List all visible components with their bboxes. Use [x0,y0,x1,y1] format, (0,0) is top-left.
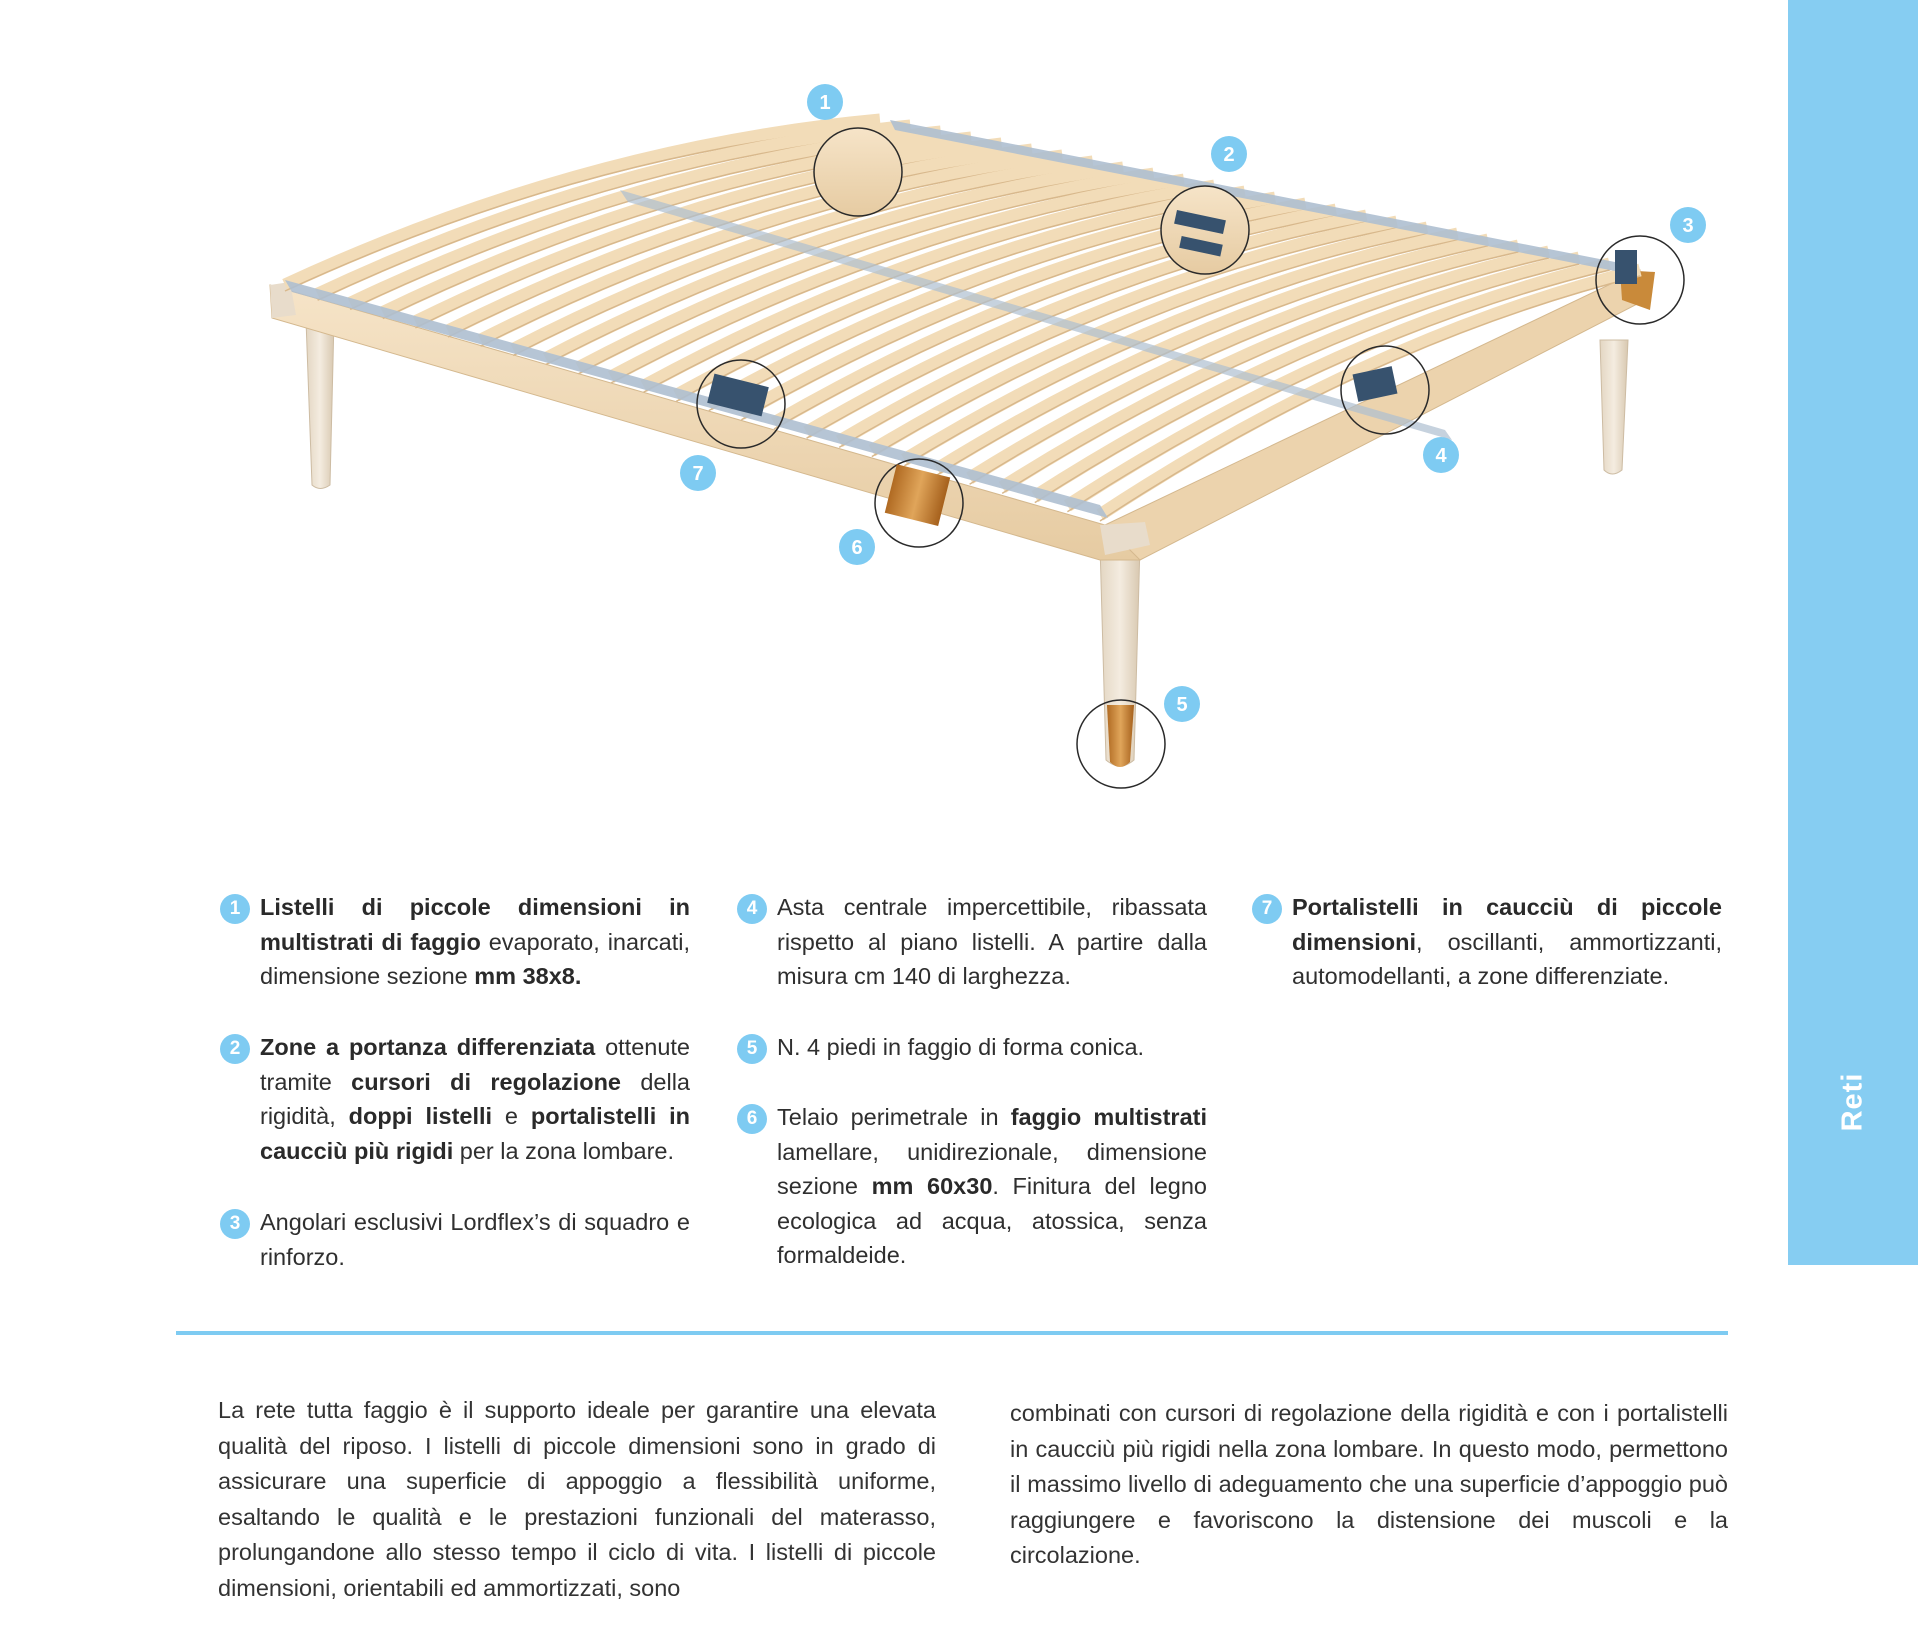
body-text-column-2: combinati con cursori di regolazione della rigidità e con i portalistelli in caucciù più rigidi nella zona lombare. In questo modo, permettono il massimo livello di adeguamento che una superficie d’appoggio può raggiungere e favoriscono la distensione dei muscoli e la circolazione. [1010,1400,1728,1568]
feature-item-3 [220,1205,690,1274]
feature-text-bold: mm 38x8. [474,963,582,989]
feature-text [777,1100,1207,1273]
feature-text [777,890,1207,994]
feature-text-regular: Telaio perimetrale in [777,1104,1011,1130]
feature-text-bold: faggio multistrati [1010,1104,1207,1130]
callout-badge-label: 1 [819,92,831,114]
side-tab [1788,0,1918,1265]
feature-text-regular: , oscillanti, ammortizzanti, automodellanti, a zone differenziate. [1292,928,1722,989]
feature-text-regular: Angolari esclusivi Lordflex’s di squadro e rinforzo. [260,1209,690,1270]
feature-number-badge: 7 [1252,894,1282,924]
feature-number-badge: 2 [220,1034,250,1064]
feature-text-regular: N. 4 piedi in faggio di forma conica. [777,1034,1145,1060]
feature-list [220,890,1740,1290]
feature-text-bold: mm 60x30 [871,1173,993,1199]
feature-text [777,1030,1207,1065]
feature-item-1 [220,890,690,994]
feature-text [260,1030,690,1168]
feature-text-regular: . Finitura del legno ecologica ad acqua, atossica, senza formaldeide. [777,1173,1207,1268]
feature-text-regular: ottenute tramite [260,1034,690,1095]
callout-badge-label: 6 [851,537,863,559]
callout-badge-label: 2 [1223,144,1235,166]
feature-text-regular: lamellare, unidirezionale, dimensione sezione [777,1138,1207,1199]
body-text-column-1: La rete tutta faggio è il supporto ideale per garantire una elevata qualità del riposo. I listelli di piccole dimensioni sono in grado di assicurare una superficie di appoggio a flessibilità uniforme, esaltando le qualità e le prestazioni funzionali del materasso, prolungandone allo stesso tempo il ciclo di vita. I listelli di piccole dimensioni, orientabili ed ammortizzati, sono [218,1397,936,1601]
feature-text-bold: cursori di regolazione [351,1068,621,1095]
callout-badge-label: 7 [692,463,704,485]
feature-text-bold: portalistelli in caucciù più rigidi [260,1103,690,1164]
feature-item-4 [737,890,1207,994]
feature-item-5 [737,1030,1207,1065]
feature-number-badge: 4 [737,894,767,924]
feature-number-badge: 6 [737,1104,767,1134]
feature-text-regular: della rigidità, [260,1068,690,1129]
callout-badge-label: 4 [1435,445,1447,467]
side-tab-label: Reti [1836,1072,1869,1132]
feature-number-badge: 3 [220,1209,250,1239]
feature-text [1292,890,1722,994]
feature-text [260,890,690,994]
feature-text-regular: e [492,1103,531,1129]
feature-text-regular: evaporato, inarcati, dimensione sezione [260,928,690,989]
feature-item-6 [737,1100,1207,1273]
feature-item-7 [1252,890,1722,994]
feature-text-bold: Portalistelli in caucciù di piccole dimensioni [1292,894,1722,955]
feature-text [260,1205,690,1274]
feature-item-2 [220,1030,690,1168]
feature-text-regular: Asta centrale impercettibile, ribassata rispetto al piano listelli. A partire dalla misura cm 140 di larghezza. [777,894,1207,989]
feature-text-bold: doppi listelli [348,1103,493,1129]
feature-text-bold: Zone a portanza differenziata [260,1034,596,1060]
callout-badge-label: 3 [1682,215,1694,237]
feature-number-badge: 1 [220,894,250,924]
feature-text-bold: Listelli di piccole dimensioni in multistrati di faggio [260,894,690,955]
callout-badge-label: 5 [1176,694,1188,716]
feature-text-regular: per la zona lombare. [453,1137,675,1164]
bed-base-illustration [0,0,1788,820]
section-divider [176,1331,1728,1335]
feature-number-badge: 5 [737,1034,767,1064]
